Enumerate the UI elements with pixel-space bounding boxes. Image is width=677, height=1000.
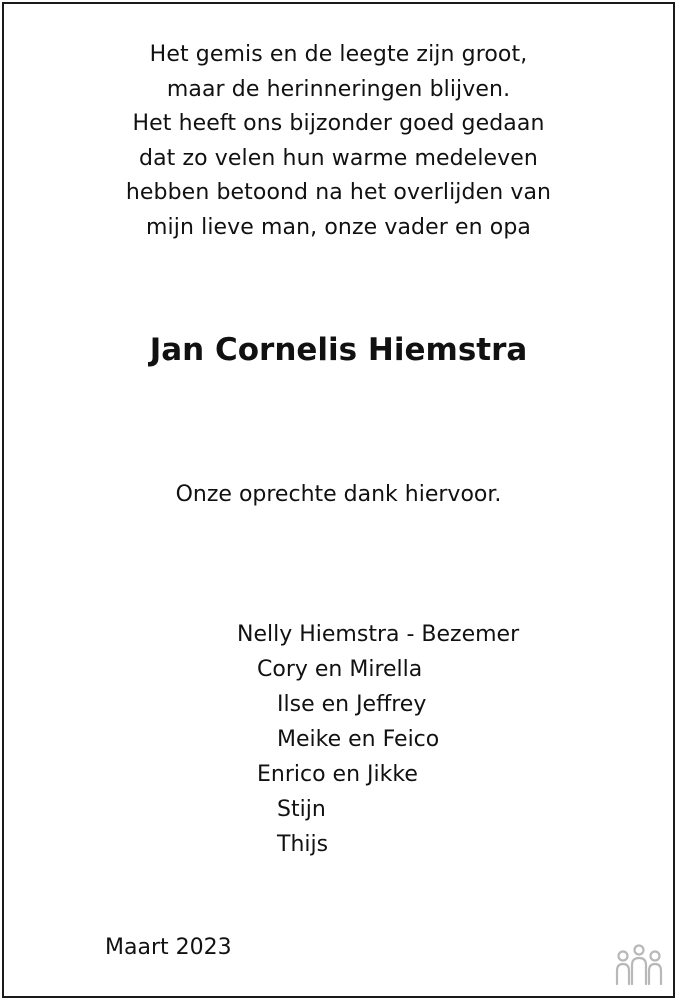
family-member: Ilse en Jeffrey xyxy=(277,692,427,717)
poem-line: Het heeft ons bijzonder goed gedaan xyxy=(132,111,545,137)
family-member: Nelly Hiemstra - Bezemer xyxy=(237,622,520,647)
poem xyxy=(0,38,677,246)
family-member: Thijs xyxy=(277,832,329,857)
poem-line: dat zo velen hun warme medeleven xyxy=(139,145,538,171)
family-member: Enrico en Jikke xyxy=(257,762,418,787)
thanks-line: Onze oprechte dank hiervoor. xyxy=(175,482,502,507)
poem-line: mijn lieve man, onze vader en opa xyxy=(146,214,531,240)
poem-line: Het gemis en de leegte zijn groot, xyxy=(149,42,528,67)
family-member: Stijn xyxy=(277,797,326,822)
deceased-name: Jan Cornelis Hiemstra xyxy=(149,332,528,368)
family-member: Cory en Mirella xyxy=(257,657,423,682)
poem-line: maar de herinneringen blijven. xyxy=(166,76,511,102)
date-line: Maart 2023 xyxy=(105,935,232,960)
poem-line: hebben betoond na het overlijden van xyxy=(125,180,552,206)
family-list xyxy=(0,617,677,862)
family-member: Meike en Feico xyxy=(277,727,440,752)
people-group-icon xyxy=(614,942,664,988)
